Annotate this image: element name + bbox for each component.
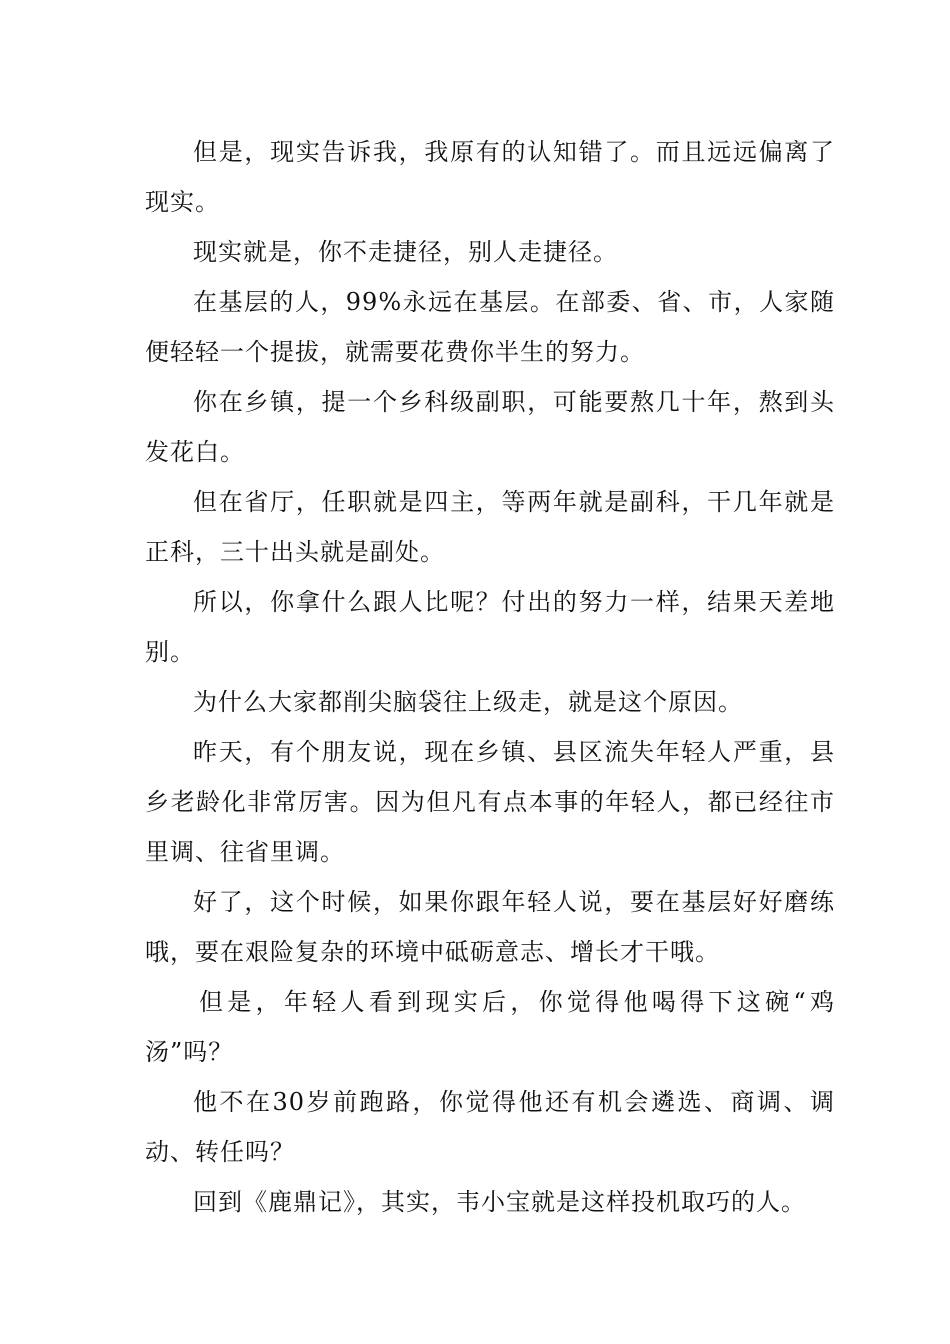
paragraph-7: 为什么大家都削尖脑袋往上级走，就是这个原因。 (193, 688, 743, 716)
paragraph-12: 回到《鹿鼎记》，其实，韦小宝就是这样投机取巧的人。 (193, 1188, 806, 1216)
paragraph-9: 好了，这个时候，如果你跟年轻人说，要在基层好好磨练哦，要在艰险复杂的环境中砥砺意志、增长才干哦。 (145, 888, 835, 966)
paragraph-6: 所以，你拿什么跟人比呢？付出的努力一样，结果天差地别。 (145, 588, 835, 666)
paragraph-4: 你在乡镇，提一个乡科级副职，可能要熬几十年，熬到头发花白。 (145, 388, 835, 466)
paragraph-1: 但是，现实告诉我，我原有的认知错了。而且远远偏离了现实。 (145, 138, 835, 216)
paragraph-11: 他不在30岁前跑路，你觉得他还有机会遴选、商调、调动、转任吗？ (145, 1088, 835, 1166)
paragraph-2: 现实就是，你不走捷径，别人走捷径。 (193, 238, 618, 266)
document-body (145, 127, 835, 1227)
paragraph-10: 但是，年轻人看到现实后，你觉得他喝得下这碗“鸡汤”吗？ (145, 988, 835, 1066)
paragraph-3: 在基层的人，99%永远在基层。在部委、省、市，人家随便轻轻一个提拔，就需要花费你半生的努力。 (145, 288, 835, 366)
paragraph-8: 昨天，有个朋友说，现在乡镇、县区流失年轻人严重，县乡老龄化非常厉害。因为但凡有点本事的年轻人，都已经往市里调、往省里调。 (145, 738, 835, 866)
paragraph-5: 但在省厅，任职就是四主，等两年就是副科，干几年就是正科，三十出头就是副处。 (145, 488, 835, 566)
